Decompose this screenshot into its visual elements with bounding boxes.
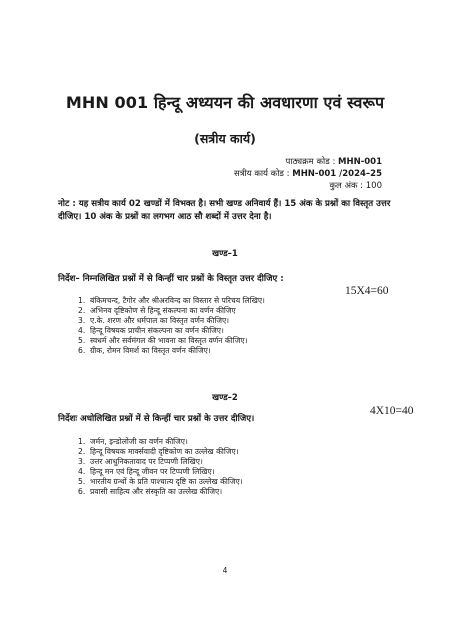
- assignment-code-label: सत्रीय कार्य कोड :: [234, 169, 290, 179]
- section2-instruction: निर्देशः अधोलिखित प्रश्नों में से किन्हीं चार प्रश्नों के उत्तर दीजिए।: [58, 414, 255, 424]
- assignment-code-line: [234, 170, 382, 179]
- section1-instruction: निर्देश– निम्नलिखित प्रश्नों में से किन्हीं चार प्रश्नों के विस्तृत उत्तर दीजिए :: [58, 274, 284, 284]
- section1-marks: 15X4=60: [345, 285, 389, 297]
- list-item: 3. ए.के. शरण और धर्मपाल का विस्तृत वर्णन कीजिए।: [78, 316, 230, 325]
- course-code-label: पाठ्यक्रम कोड :: [285, 157, 336, 167]
- list-item: 4. हिन्दू मन एवं हिन्दू जीवन पर टिप्पणी लिखिए।: [78, 467, 215, 476]
- list-item: 2. हिन्दू विषयक मार्क्सवादी दृष्टिकोण का उल्लेख कीजिए।: [78, 447, 239, 456]
- total-marks-line: [329, 182, 382, 191]
- list-item: 4. हिन्दू विषयक प्राचीन संकल्पना का वर्णन कीजिए।: [78, 326, 224, 335]
- total-marks-value: 100: [365, 181, 382, 191]
- list-item: 5. भारतीय ग्रन्थों के प्रति पाश्चात्य दृष्टि का उल्लेख कीजिए।: [78, 477, 243, 486]
- section2-heading: खण्ड–2: [212, 393, 238, 403]
- list-item: 3. उत्तर आधुनिकतावाद पर टिप्पणी लिखिए।: [78, 457, 203, 466]
- course-code-value: MHN-001: [338, 157, 382, 167]
- list-item: 1. जर्मन, इन्डोलोजी का वर्णन कीजिए।: [78, 437, 188, 446]
- list-item: 1. बंकिमचन्द, टैगोर और श्रीअरविन्द का विस्तार से परिचय लिखिए।: [78, 296, 265, 305]
- list-item: 6. प्रवासी साहित्य और संस्कृति का उल्लेख कीजिए।: [78, 487, 223, 496]
- list-item: 5. स्वधर्म और सर्वमंगल की भावना का विस्तृत वर्णन कीजिए।: [78, 336, 248, 345]
- page-title: MHN 001 हिन्दू अध्ययन की अवधारणा एवं स्वरूप: [65, 93, 385, 112]
- list-item: 2. अभिनव दृष्टिकोण से हिन्दू संकल्पना का वर्णन कीजिए: [78, 306, 236, 315]
- course-code-line: [286, 158, 382, 167]
- section2-question-list: [78, 437, 243, 497]
- total-marks-label: कुल अंक :: [329, 181, 364, 191]
- page-number: 4: [222, 566, 228, 575]
- page-subtitle: (सत्रीय कार्य): [194, 131, 256, 146]
- section1-question-list: [78, 296, 265, 356]
- assignment-code-value: MHN-001 /2024–25: [292, 169, 382, 179]
- list-item: 6. ग्रीक, रोमन विमर्श का विस्तृत वर्णन कीजिए।: [78, 346, 211, 355]
- section1-heading: खण्ड–1: [212, 249, 238, 259]
- section2-marks: 4X10=40: [370, 405, 414, 417]
- note-paragraph: नोट : यह सत्रीय कार्य 02 खण्डों में विभक्त है। सभी खण्ड अनिवार्य हैं। 15 अंक के प्रश्नों का विस्तृत उत्तर दीजिए। 10 अंक के प्रश्नों का लगभग आठ सौ शब्दों में उत्तर देना है।: [58, 199, 391, 222]
